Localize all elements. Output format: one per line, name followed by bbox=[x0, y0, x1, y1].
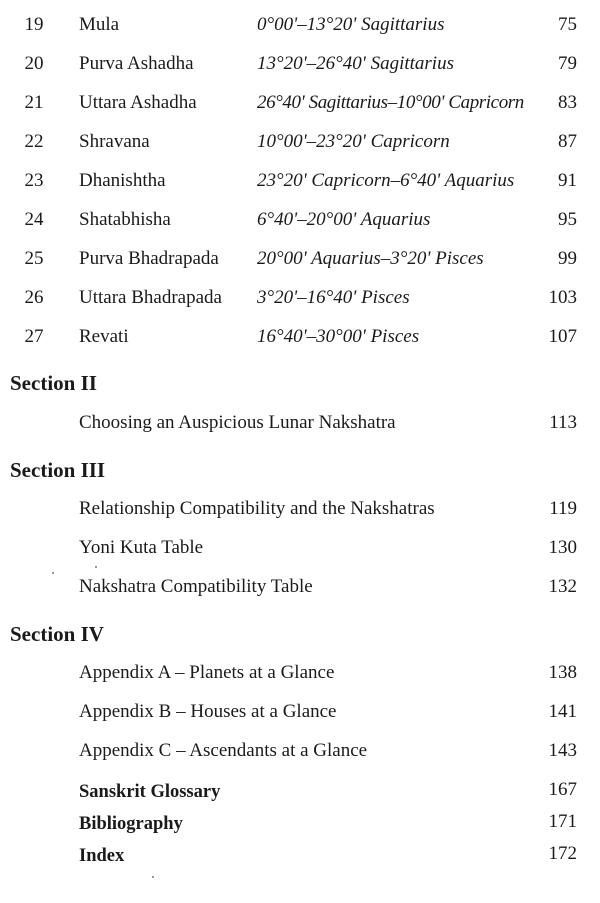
nakshatra-name: Dhanishtha bbox=[79, 170, 166, 191]
toc-row bbox=[0, 322, 600, 352]
page-number: 107 bbox=[548, 326, 577, 347]
zodiac-range: 23°20' Capricorn–6°40' Aquarius bbox=[257, 170, 515, 191]
page-number: 103 bbox=[548, 287, 577, 308]
section-heading: Section IV bbox=[10, 622, 104, 646]
nakshatra-name: Uttara Bhadrapada bbox=[79, 287, 222, 308]
toc-entry-title: Relationship Compatibility and the Nakshatras bbox=[79, 498, 435, 519]
toc-row bbox=[0, 88, 600, 118]
nakshatra-name: Shatabhisha bbox=[79, 209, 171, 230]
nakshatra-number: 23 bbox=[24, 170, 44, 191]
page-number: 172 bbox=[548, 843, 577, 864]
zodiac-range: 26°40' Sagittarius–10°00' Capricorn bbox=[257, 92, 524, 113]
nakshatra-number: 20 bbox=[24, 53, 44, 74]
page-number: 87 bbox=[558, 131, 577, 152]
zodiac-range: 6°40'–20°00' Aquarius bbox=[257, 209, 431, 230]
zodiac-range: 20°00' Aquarius–3°20' Pisces bbox=[257, 248, 484, 269]
zodiac-range: 16°40'–30°00' Pisces bbox=[257, 326, 420, 347]
scan-speck bbox=[95, 566, 97, 568]
nakshatra-number: 22 bbox=[24, 131, 44, 152]
nakshatra-number: 25 bbox=[24, 248, 44, 269]
page-number: 138 bbox=[548, 662, 577, 683]
page-number: 141 bbox=[548, 701, 577, 722]
toc-row bbox=[0, 49, 600, 79]
toc-entry-title: Index bbox=[79, 846, 125, 866]
toc-row bbox=[0, 10, 600, 40]
nakshatra-name: Purva Ashadha bbox=[79, 53, 194, 74]
page-number: 95 bbox=[558, 209, 577, 230]
page-number: 143 bbox=[548, 740, 577, 761]
page-number: 113 bbox=[549, 412, 577, 433]
page-number: 75 bbox=[558, 14, 577, 35]
toc-row bbox=[0, 244, 600, 274]
toc-entry-title: Sanskrit Glossary bbox=[79, 782, 221, 802]
toc-row bbox=[0, 127, 600, 157]
page-number: 167 bbox=[548, 779, 577, 800]
toc-row bbox=[0, 283, 600, 313]
toc-entry-title: Appendix C – Ascendants at a Glance bbox=[79, 740, 368, 761]
toc-row bbox=[0, 166, 600, 196]
page-number: 119 bbox=[549, 498, 577, 519]
toc-entry-title: Appendix B – Houses at a Glance bbox=[79, 701, 337, 722]
page-number: 83 bbox=[558, 92, 577, 113]
zodiac-range: 3°20'–16°40' Pisces bbox=[257, 287, 410, 308]
page-number: 132 bbox=[548, 576, 577, 597]
toc-entry-title: Choosing an Auspicious Lunar Nakshatra bbox=[79, 412, 396, 433]
zodiac-range: 0°00'–13°20' Sagittarius bbox=[257, 14, 445, 35]
page-number: 79 bbox=[558, 53, 577, 74]
page-number: 91 bbox=[558, 170, 577, 191]
nakshatra-name: Revati bbox=[79, 326, 129, 347]
toc-entry-title: Nakshatra Compatibility Table bbox=[79, 576, 313, 597]
page-number: 99 bbox=[558, 248, 577, 269]
nakshatra-number: 26 bbox=[24, 287, 44, 308]
scan-speck bbox=[52, 572, 54, 574]
toc-entry-title: Bibliography bbox=[79, 814, 183, 834]
nakshatra-name: Uttara Ashadha bbox=[79, 92, 197, 113]
nakshatra-number: 27 bbox=[24, 326, 44, 347]
toc-row bbox=[0, 205, 600, 235]
toc-entry-title: Appendix A – Planets at a Glance bbox=[79, 662, 335, 683]
section-heading: Section III bbox=[10, 458, 106, 482]
scan-speck bbox=[152, 876, 154, 878]
nakshatra-name: Purva Bhadrapada bbox=[79, 248, 219, 269]
nakshatra-number: 24 bbox=[24, 209, 44, 230]
page-number: 171 bbox=[548, 811, 577, 832]
zodiac-range: 10°00'–23°20' Capricorn bbox=[257, 131, 450, 152]
zodiac-range: 13°20'–26°40' Sagittarius bbox=[257, 53, 454, 74]
nakshatra-number: 21 bbox=[24, 92, 44, 113]
page-number: 130 bbox=[548, 537, 577, 558]
section-heading: Section II bbox=[10, 371, 97, 395]
nakshatra-name: Mula bbox=[79, 14, 120, 35]
toc-entry-title: Yoni Kuta Table bbox=[79, 537, 204, 558]
nakshatra-name: Shravana bbox=[79, 131, 150, 152]
nakshatra-number: 19 bbox=[24, 14, 44, 35]
